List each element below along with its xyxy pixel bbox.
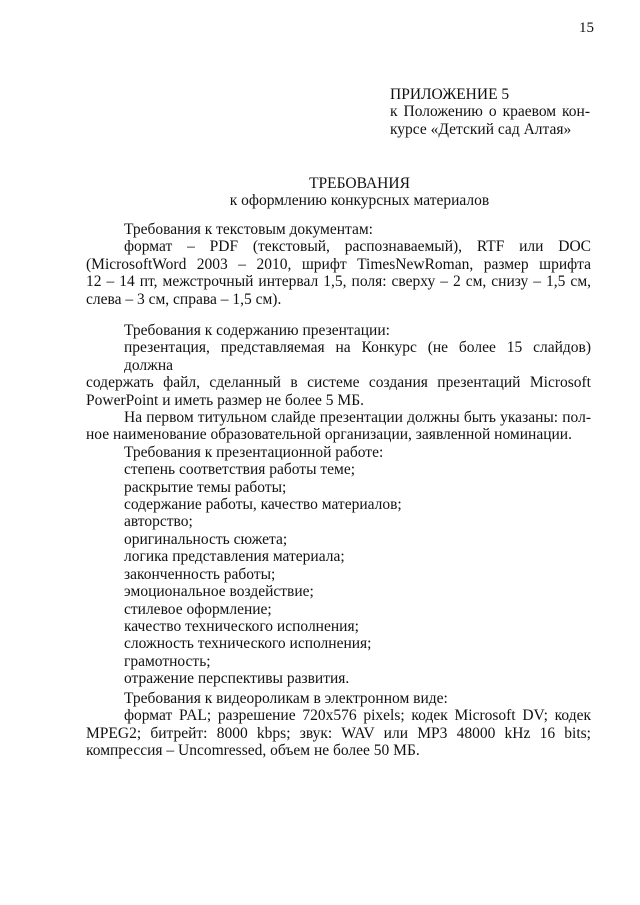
page-number: 15 <box>579 20 594 36</box>
video-section <box>86 690 591 760</box>
paragraph-line: компрессия – Uncomressed, объем не более 50 МБ. <box>86 742 420 760</box>
section-heading: Требования к видеороликам в электронном виде: <box>124 690 448 707</box>
paragraph-line: содержать файл, сделанный в системе создания презентаций Microsoft <box>86 374 591 392</box>
criteria-item: отражение перспективы развития. <box>124 670 350 688</box>
section-heading: Требования к содержанию презентации: <box>124 322 390 339</box>
annex-line: курсе «Детский сад Алтая» <box>390 120 572 138</box>
paragraph-line: (MicrosoftWord 2003 – 2010, шрифт TimesNewRoman, размер шрифта <box>86 255 591 273</box>
annex-block <box>390 86 590 138</box>
document-title: ТРЕБОВАНИЯ <box>309 175 410 192</box>
paragraph-line: MPEG2; битрейт: 8000 kbps; звук: WAV или MP3 48000 kHz 16 bits; <box>86 724 591 742</box>
presentation-section <box>86 322 591 688</box>
criteria-heading: Требования к презентационной работе: <box>124 443 384 461</box>
section-heading: Требования к текстовым документам: <box>124 221 373 238</box>
paragraph-line: формат PAL; разрешение 720х576 pixels; кодек Microsoft DV; кодек <box>124 707 591 725</box>
criteria-item: степень соответствия работы теме; <box>124 461 356 479</box>
criteria-item: авторство; <box>124 513 193 531</box>
document-subtitle: к оформлению конкурсных материалов <box>229 192 490 210</box>
document-heading <box>0 175 640 210</box>
paragraph-line: На первом титульном слайде презентации должны быть указаны: пол- <box>124 409 591 427</box>
criteria-item: раскрытие темы работы; <box>124 478 287 496</box>
annex-line: к Положению о краевом кон- <box>390 103 590 121</box>
criteria-item: качество технического исполнения; <box>124 617 359 635</box>
criteria-item: логика представления материала; <box>124 548 345 566</box>
annex-title: ПРИЛОЖЕНИЕ 5 <box>390 86 510 103</box>
criteria-item: грамотность; <box>124 652 211 670</box>
criteria-item: стилевое оформление; <box>124 600 272 618</box>
paragraph-line: презентация, представляемая на Конкурс (не более 15 слайдов) должна <box>124 339 591 374</box>
paragraph-line: формат – PDF (текстовый, распознаваемый), RTF или DOC <box>124 238 591 256</box>
text-docs-section <box>86 221 591 308</box>
criteria-item: содержание работы, качество материалов; <box>124 496 402 514</box>
paragraph-line: PowerPoint и иметь размер не более 5 МБ. <box>86 391 364 409</box>
paragraph-line: слева – 3 см, справа – 1,5 см). <box>86 290 282 308</box>
paragraph-line: ное наименование образовательной организации, заявленной номинации. <box>86 426 572 444</box>
criteria-item: законченность работы; <box>124 565 276 583</box>
criteria-item: оригинальность сюжета; <box>124 530 288 548</box>
paragraph-line: 12 – 14 пт, межстрочный интервал 1,5, поля: сверху – 2 см, снизу – 1,5 см, <box>86 273 591 291</box>
criteria-item: эмоциональное воздействие; <box>124 583 314 601</box>
criteria-item: сложность технического исполнения; <box>124 635 372 653</box>
